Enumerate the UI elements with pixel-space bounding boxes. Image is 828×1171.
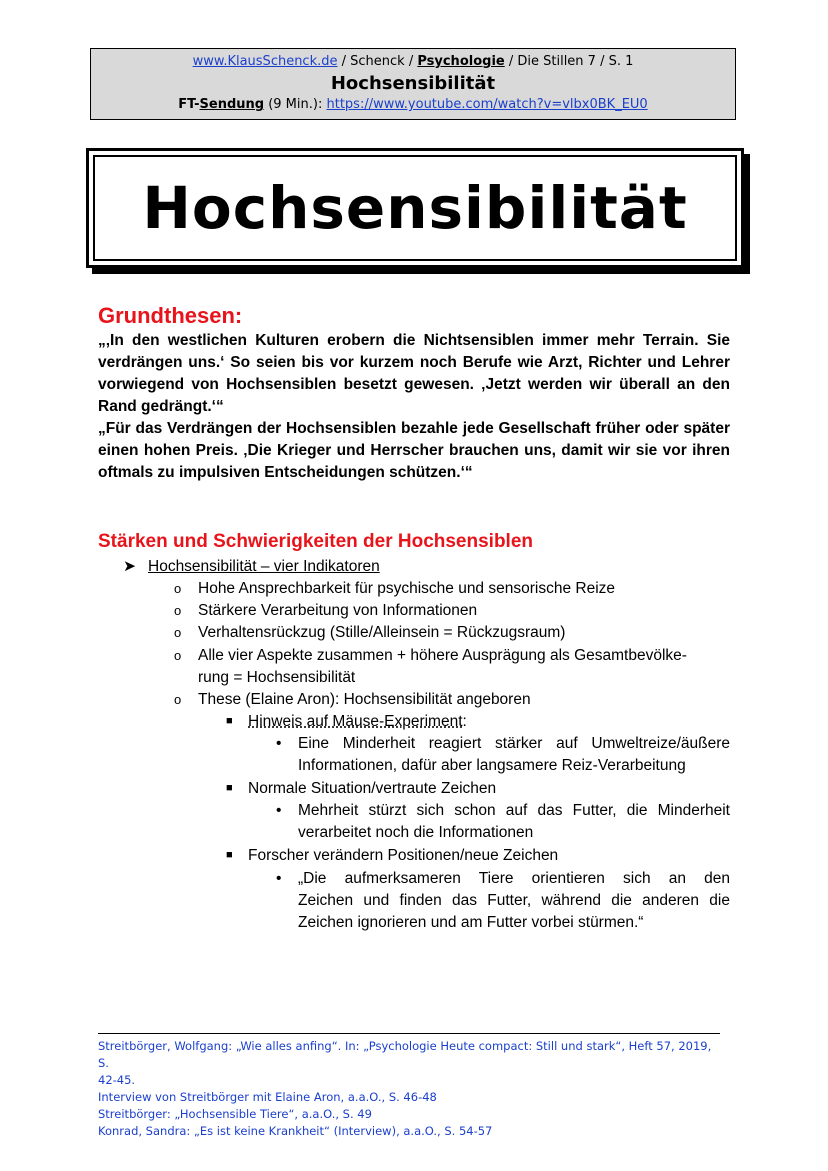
arrow-bullet-icon: ➤ xyxy=(123,558,136,575)
ft-duration: (9 Min.): xyxy=(264,97,327,112)
dot-item-3-line2: Zeichen und finden das Futter, während die anderen die xyxy=(298,892,730,909)
dot-item-3-line3: Zeichen ignorieren und am Futter vorbei stürmen.“ xyxy=(298,914,644,931)
section-heading-staerken: Stärken und Schwierigkeiten der Hochsensiblen xyxy=(98,531,534,552)
main-title: Hochsensibilität xyxy=(142,174,688,242)
square-item-1-colon: : xyxy=(462,713,467,730)
ft-label: Sendung xyxy=(199,97,265,112)
circle-bullet-icon: o xyxy=(174,692,182,707)
circle-item-1: Hohe Ansprechbarkeit für psychische und sensorische Reize xyxy=(198,580,616,597)
square-bullet-icon: ■ xyxy=(226,849,233,861)
breadcrumb-rest: / Die Stillen 7 / S. 1 xyxy=(504,54,634,69)
circle-item-4-cont: rung = Hochsensibilität xyxy=(198,669,356,686)
dot-item-2-line2: verarbeitet noch die Informationen xyxy=(298,824,534,841)
subject-label: Psychologie xyxy=(417,54,505,69)
square-item-3: Forscher verändern Positionen/neue Zeichen xyxy=(248,847,559,864)
reference-1: Streitbörger, Wolfgang: „Wie alles anfing“. In: „Psychologie Heute compact: Still und stark“, Heft 57, 2019, S. xyxy=(98,1039,712,1070)
ft-prefix: FT- xyxy=(178,97,200,112)
site-link[interactable]: www.KlausSchenck.de xyxy=(192,54,338,69)
footer-references xyxy=(98,1038,723,1140)
circle-bullet-icon: o xyxy=(174,625,182,640)
square-bullet-icon: ■ xyxy=(226,715,233,727)
reference-3: Streitbörger: „Hochsensible Tiere“, a.a.O., S. 49 xyxy=(98,1107,372,1121)
main-title-inner xyxy=(93,155,737,261)
square-item-1-text: Hinweis auf Mäuse-Experiment xyxy=(248,713,463,730)
video-link[interactable]: https://www.youtube.com/watch?v=vlbx0BK_EU0 xyxy=(326,97,648,112)
quote-1: „‚In den westlichen Kulturen erobern die Nichtsensiblen immer mehr Terrain. Sie verdrängen uns.‘ So seien bis vor kurzem noch Berufe wie Arzt, Richter und Lehrer vorwiegend von Hochsensiblen besetzt gewesen. ‚Jetzt werden wir überall an den Rand gedrängt.‘“ xyxy=(98,332,730,415)
main-title-frame xyxy=(86,148,744,268)
quote-2: „Für das Verdrängen der Hochsensiblen bezahle jede Gesellschaft früher oder später einen hohen Preis. ‚Die Krieger und Herrscher brauchen uns, damit wir sie vor ihren oftmals zu impulsiven Entscheidungen schützen.‘“ xyxy=(98,420,730,481)
square-bullet-icon: ■ xyxy=(226,782,233,794)
circle-bullet-icon: o xyxy=(174,581,182,596)
circle-item-3: Verhaltensrückzug (Stille/Alleinsein = Rückzugsraum) xyxy=(198,624,566,641)
circle-item-5: These (Elaine Aron): Hochsensibilität angeboren xyxy=(198,691,531,708)
reference-1-cont: 42-45. xyxy=(98,1073,136,1087)
footer-divider xyxy=(98,1033,720,1034)
reference-4: Konrad, Sandra: „Es ist keine Krankheit“ (Interview), a.a.O., S. 54-57 xyxy=(98,1124,493,1138)
header-breadcrumb xyxy=(91,54,735,70)
header-title: Hochsensibilität xyxy=(330,73,496,94)
square-item-2: Normale Situation/vertraute Zeichen xyxy=(248,780,497,797)
circle-bullet-icon: o xyxy=(174,648,182,663)
circle-item-2: Stärkere Verarbeitung von Informationen xyxy=(198,602,478,619)
header-box xyxy=(90,48,736,120)
breadcrumb-sep: / Schenck / xyxy=(337,54,418,69)
dot-bullet-icon: • xyxy=(276,735,282,752)
dot-item-3-line1: „Die aufmerksameren Tiere orientieren sich an den xyxy=(298,870,730,887)
circle-bullet-icon: o xyxy=(174,603,182,618)
section-heading-grundthesen: Grundthesen: xyxy=(98,303,243,328)
dot-item-1-line1: Eine Minderheit reagiert stärker auf Umweltreize/äußere xyxy=(298,735,730,752)
reference-2: Interview von Streitbörger mit Elaine Aron, a.a.O., S. 46-48 xyxy=(98,1090,437,1104)
arrow-item: Hochsensibilität – vier Indikatoren xyxy=(148,558,380,575)
square-item-1 xyxy=(248,711,467,733)
dot-bullet-icon: • xyxy=(276,870,282,887)
circle-item-4: Alle vier Aspekte zusammen + höhere Ausprägung als Gesamtbevölke- xyxy=(198,647,687,664)
dot-item-1-line2: Informationen, dafür aber langsamere Reiz-Verarbeitung xyxy=(298,757,686,774)
header-video-line xyxy=(91,97,735,113)
dot-bullet-icon: • xyxy=(276,802,282,819)
dot-item-2-line1: Mehrheit stürzt sich schon auf das Futter, die Minderheit xyxy=(298,802,730,819)
